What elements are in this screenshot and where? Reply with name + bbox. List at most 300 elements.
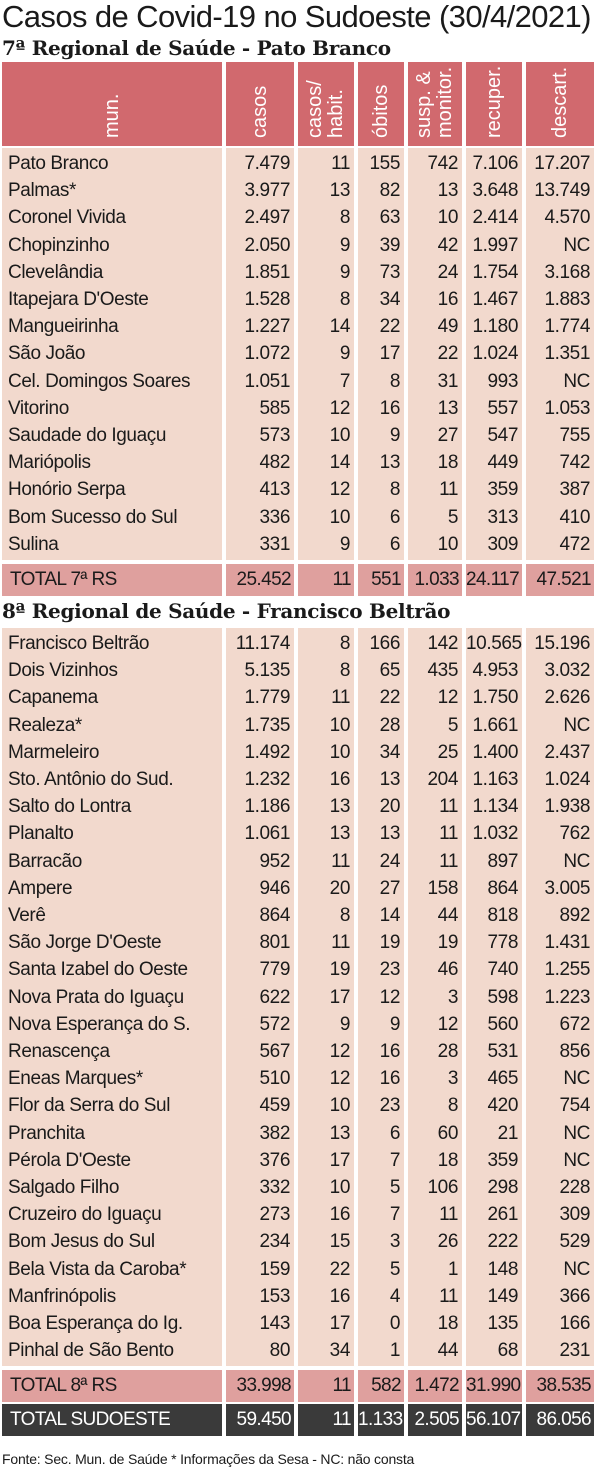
table-cell: 1 [447,1258,458,1280]
table-cell: 359 [487,479,518,501]
table-cell: 28 [379,714,400,736]
municipality-name: Planalto [8,823,74,845]
table-cell: 13 [329,823,350,845]
total-label: TOTAL 8ª RS [10,1375,117,1397]
table-cell: 60 [437,1122,458,1144]
table-cell: 46 [437,959,458,981]
table-cell: 11 [331,687,350,709]
table-cell: NC [563,1122,590,1144]
grand-total-label: TOTAL SUDOESTE [10,1409,171,1431]
municipality-name: Dois Vizinhos [8,660,118,682]
column-header-4 [408,62,462,146]
municipality-name: Salgado Filho [8,1177,119,1198]
table-cell: 376 [259,1149,290,1171]
grand-total-value: 56.107 [466,1409,521,1431]
table-cell: 993 [487,370,518,392]
table-cell: 1.180 [472,316,518,338]
table-cell: 27 [379,877,400,899]
table-cell: 19 [379,932,400,954]
municipality-name: Pérola D'Oeste [8,1149,131,1171]
table-cell: 6 [389,1122,400,1144]
table-cell: 16 [379,397,400,419]
table-cell: 598 [487,986,518,1008]
table-cell: 560 [487,1013,518,1035]
municipality-name: Francisco Beltrão [8,633,150,654]
grand-total-value: 59.450 [236,1409,291,1431]
table-cell: 9 [389,425,400,446]
table-cell: 510 [259,1068,290,1090]
municipality-name: Verê [8,905,46,926]
total-value: 11 [332,569,351,590]
table-cell: 82 [379,180,400,202]
municipality-name: Marmeleiro [8,741,100,763]
table-cell: NC [563,714,590,736]
table-cell: 16 [329,1204,350,1226]
table-cell: 261 [487,1204,518,1226]
table-cell: 19 [437,932,458,954]
table-cell: 17 [329,986,350,1008]
table-cell: 13 [379,823,400,845]
table-cell: 742 [427,153,458,174]
grand-total-value: 86.056 [536,1409,591,1431]
table-cell: 567 [259,1041,290,1062]
table-cell: 149 [487,1285,518,1307]
municipality-name: Chopinzinho [8,234,110,256]
table-cell: 153 [259,1285,290,1307]
municipality-name: Cel. Domingos Soares [8,370,191,392]
municipality-name: Nova Prata do Iguaçu [8,986,184,1008]
municipality-name: Honório Serpa [8,479,126,501]
table-cell: 529 [559,1231,590,1253]
table-cell: 13 [329,1122,350,1144]
table-cell: 1.851 [244,261,290,283]
municipality-name: Santa Izabel do Oeste [8,959,188,981]
table-cell: 18 [437,1149,458,1171]
table-cell: 18 [437,1313,458,1334]
table-cell: 1.528 [244,289,290,310]
table-cell: 435 [427,660,458,682]
total-value: 38.535 [536,1375,591,1397]
table-cell: 6 [389,533,400,555]
table-cell: 228 [559,1177,590,1198]
column-header-label: óbitos [369,84,392,138]
table-cell: 573 [259,425,290,446]
table-cell: 8 [339,905,350,926]
table-cell: 5 [389,1177,400,1198]
table-cell: 106 [427,1177,458,1198]
table-cell: 39 [379,234,400,256]
table-cell: 13 [379,769,400,790]
table-cell: 1.051 [244,370,290,392]
table-cell: 14 [379,905,400,926]
table-cell: 25 [437,741,458,763]
table-cell: 12 [437,687,458,709]
table-cell: 8 [339,660,350,682]
grand-total-value: 2.505 [414,1409,459,1431]
table-cell: 892 [559,905,590,926]
table-cell: 17 [379,343,400,365]
table-cell: 1.661 [472,714,518,736]
table-cell: 10 [329,741,350,763]
table-cell: 24 [379,850,400,872]
source-note: Fonte: Sec. Mun. de Saúde * Informações da Sesa - NC: não consta [2,1451,415,1467]
table-cell: 13 [329,796,350,818]
municipality-name: Clevelândia [8,261,103,283]
table-cell: 4.953 [472,660,518,682]
municipality-name: Nova Esperança do S. [8,1013,191,1035]
table-cell: 946 [259,877,290,899]
municipality-name: Itapejara D'Oeste [8,289,149,310]
table-cell: 26 [437,1231,458,1253]
table-cell: 1.227 [244,316,290,338]
total-value: 582 [371,1375,401,1397]
table-cell: 9 [339,533,350,555]
table-cell: 10 [329,1095,350,1117]
table-cell: 572 [259,1013,290,1035]
table-cell: 531 [487,1041,518,1062]
table-cell: 11 [439,796,458,818]
table-cell: 166 [559,1313,590,1334]
municipality-name: Pranchita [8,1122,85,1144]
table-cell: 7 [389,1149,400,1171]
table-cell: 166 [369,633,400,654]
total-value: 1.033 [414,569,459,590]
table-cell: 2.050 [244,234,290,256]
table-cell: 12 [329,1068,350,1090]
table-cell: 13 [437,397,458,419]
table-cell: 22 [379,316,400,338]
table-cell: 148 [487,1258,518,1280]
table-cell: 382 [259,1122,290,1144]
table-cell: 818 [487,905,518,926]
table-cell: 1 [389,1340,400,1362]
table-cell: 234 [259,1231,290,1253]
total-label: TOTAL 7ª RS [10,569,117,590]
table-cell: 762 [559,823,590,845]
municipality-name: Renascença [8,1041,110,1062]
table-cell: 1.186 [244,796,290,818]
table-cell: 1.351 [544,343,590,365]
table-cell: 8 [447,1095,458,1117]
table-cell: 1.492 [244,741,290,763]
table-cell: NC [563,850,590,872]
table-cell: 10 [437,533,458,555]
table-cell: 6 [389,506,400,528]
table-cell: 222 [487,1231,518,1253]
table-cell: 12 [329,479,350,501]
municipality-name: Palmas* [8,180,76,202]
total-value: 11 [332,1375,351,1397]
table-cell: 366 [559,1285,590,1307]
table-cell: 159 [259,1258,290,1280]
municipality-name: Bom Sucesso do Sul [8,506,178,528]
table-cell: 8 [339,207,350,229]
table-cell: NC [563,234,590,256]
page-title: Casos de Covid-19 no Sudoeste (30/4/2021) [2,0,591,34]
table-cell: 1.997 [472,234,518,256]
table-cell: 11 [439,1285,458,1307]
table-cell: 143 [259,1313,290,1334]
table-cell: 336 [259,506,290,528]
table-cell: 3.032 [544,660,590,682]
table-cell: 332 [259,1177,290,1198]
table-cell: 557 [487,397,518,419]
table-cell: 4.570 [544,207,590,229]
table-cell: 9 [339,1013,350,1035]
table-cell: 10 [329,714,350,736]
table-cell: 20 [329,877,350,899]
table-cell: 10.565 [466,633,522,654]
table-cell: 472 [559,533,590,555]
table-cell: 34 [379,289,400,310]
table-cell: 9 [339,261,350,283]
table-cell: 5.135 [244,660,290,682]
table-cell: 44 [437,905,458,926]
table-cell: 3.168 [544,261,590,283]
column-header-2 [298,62,354,146]
table-cell: 547 [487,425,518,446]
total-value: 33.998 [236,1375,291,1397]
table-cell: 11 [331,153,350,174]
table-cell: 952 [259,850,290,872]
table-cell: 17 [329,1149,350,1171]
table-cell: 11 [439,1204,458,1226]
table-cell: 1.735 [244,714,290,736]
municipality-name: Flor da Serra do Sul [8,1095,171,1117]
total-value: 551 [371,569,401,590]
table-cell: 1.024 [544,769,590,790]
table-cell: 7.106 [472,153,518,174]
table-cell: 1.750 [472,687,518,709]
table-cell: 11 [439,850,458,872]
municipality-name: Realeza* [8,714,82,736]
table-cell: 1.779 [244,687,290,709]
table-cell: 8 [339,289,350,310]
table-cell: 1.032 [472,823,518,845]
table-cell: 3 [389,1231,400,1253]
grand-total-value: 1.133 [358,1409,403,1431]
table-cell: 1.774 [544,316,590,338]
table-cell: 24 [437,261,458,283]
table-cell: 754 [559,1095,590,1117]
table-cell: NC [563,1149,590,1171]
column-header-0 [2,62,222,146]
table-cell: 9 [339,343,350,365]
municipality-name: Pinhal de São Bento [8,1340,174,1362]
municipality-name: Vitorino [8,397,69,419]
table-cell: 27 [437,425,458,446]
total-value: 24.117 [466,569,520,590]
table-cell: 10 [329,425,350,446]
municipality-name: Coronel Vivida [8,207,126,229]
table-cell: 158 [427,877,458,899]
table-cell: 135 [487,1313,518,1334]
table-cell: 11.174 [235,633,290,654]
table-cell: 204 [427,769,458,790]
table-cell: 1.938 [544,796,590,818]
table-cell: 5 [447,506,458,528]
table-cell: 11 [331,850,350,872]
table-cell: 8 [389,370,400,392]
municipality-name: Capanema [8,687,98,709]
table-cell: 2.437 [544,741,590,763]
table-cell: 309 [559,1204,590,1226]
table-cell: 856 [559,1041,590,1062]
municipality-name: Manfrinópolis [8,1285,116,1307]
table-cell: 14 [329,316,350,338]
table-cell: 897 [487,850,518,872]
table-cell: 44 [437,1340,458,1362]
table-cell: 12 [437,1013,458,1035]
table-cell: 73 [379,261,400,283]
table-cell: 273 [259,1204,290,1226]
table-cell: 2.414 [472,207,518,229]
table-cell: 142 [427,633,458,654]
column-header-label: mun. [100,93,123,138]
table-cell: 1.072 [244,343,290,365]
table-cell: 68 [497,1340,518,1362]
table-cell: 65 [379,660,400,682]
table-cell: 11 [331,932,350,954]
table-cell: 864 [259,905,290,926]
table-cell: 155 [369,153,400,174]
column-header-label: casos [248,85,271,138]
table-cell: 309 [487,533,518,555]
table-cell: 13 [329,180,350,202]
municipality-name: Sto. Antônio do Sud. [8,769,174,790]
table-cell: 410 [559,506,590,528]
table-cell: 63 [379,207,400,229]
table-cell: 22 [437,343,458,365]
table-cell: 622 [259,986,290,1008]
table-cell: 231 [559,1340,590,1362]
table-cell: 420 [487,1095,518,1117]
table-cell: 0 [389,1313,400,1334]
table-cell: 8 [339,633,350,654]
table-cell: 1.223 [544,986,590,1008]
table-cell: 7.479 [244,153,290,174]
table-cell: 3 [447,986,458,1008]
table-cell: 3.977 [244,180,290,202]
municipality-name: Sulina [8,533,59,555]
table-cell: 13 [437,180,458,202]
table-cell: 449 [487,452,518,474]
table-cell: 12 [379,986,400,1008]
table-cell: 742 [559,452,590,474]
table-cell: 459 [259,1095,290,1117]
column-header-5 [466,62,522,146]
table-cell: 15 [329,1231,350,1253]
column-header-label: susp. & monitor. [413,66,456,138]
column-header-1 [226,62,294,146]
table-cell: 3 [447,1068,458,1090]
table-cell: 2.497 [244,207,290,229]
municipality-name: Ampere [8,877,73,899]
table-cell: 5 [389,1258,400,1280]
municipality-name: Salto do Lontra [8,796,131,818]
column-header-3 [358,62,404,146]
table-cell: 42 [437,234,458,256]
table-cell: 1.883 [544,289,590,310]
table-cell: 23 [379,1095,400,1117]
column-header-label: casos/ habit. [304,80,347,138]
table-cell: 1.255 [544,959,590,981]
municipality-name: Mangueirinha [8,316,119,338]
table-cell: 9 [389,1013,400,1035]
table-cell: 1.061 [244,823,290,845]
total-value: 31.990 [466,1375,521,1397]
municipality-name: Eneas Marques* [8,1068,143,1090]
table-cell: 1.163 [472,769,518,790]
table-cell: 8 [389,479,400,501]
municipality-name: Cruzeiro do Iguaçu [8,1204,162,1226]
table-cell: 3.005 [544,877,590,899]
municipality-name: Bela Vista da Caroba* [8,1258,187,1280]
table-cell: 13 [379,452,400,474]
municipality-name: Pato Branco [8,153,109,174]
table-cell: 31 [437,370,458,392]
table-cell: 16 [437,289,458,310]
municipality-name: São João [8,343,86,365]
table-cell: 34 [329,1340,350,1362]
table-cell: 387 [559,479,590,501]
table-cell: 11 [439,823,458,845]
table-cell: 4 [389,1285,400,1307]
table-cell: 9 [339,234,350,256]
table-cell: 755 [559,425,590,446]
column-header-label: recuper. [482,65,505,138]
total-value: 1.472 [414,1375,459,1397]
table-cell: 11 [439,479,458,501]
table-cell: 5 [447,714,458,736]
table-cell: 864 [487,877,518,899]
column-header-6 [526,62,594,146]
table-cell: 10 [437,207,458,229]
table-cell: 1.134 [472,796,518,818]
table-cell: 13.749 [534,180,590,202]
table-cell: 2.626 [544,687,590,709]
table-cell: 1.467 [472,289,518,310]
table-cell: 1.431 [544,932,590,954]
table-cell: NC [563,1068,590,1090]
table-cell: 465 [487,1068,518,1090]
table-cell: 16 [329,1285,350,1307]
section-title: 8ª Regional de Saúde - Francisco Beltrão [2,599,451,623]
table-cell: 778 [487,932,518,954]
table-cell: 16 [329,769,350,790]
table-cell: 17.207 [534,153,590,174]
table-cell: 359 [487,1149,518,1171]
municipality-name: Barracão [8,850,82,872]
table-cell: 7 [389,1204,400,1226]
table-cell: 1.400 [472,741,518,763]
table-cell: 779 [259,959,290,981]
municipality-name: Bom Jesus do Sul [8,1231,155,1253]
table-cell: 28 [437,1041,458,1062]
table-cell: 1.053 [544,397,590,419]
table-cell: 1.024 [472,343,518,365]
table-cell: 10 [329,506,350,528]
table-cell: 313 [487,506,518,528]
table-cell: 18 [437,452,458,474]
table-cell: NC [563,370,590,392]
table-cell: 20 [379,796,400,818]
table-cell: 413 [259,479,290,501]
table-cell: 34 [379,741,400,763]
municipality-name: São Jorge D'Oeste [8,932,162,954]
municipality-name: Mariópolis [8,452,91,474]
table-cell: 740 [487,959,518,981]
